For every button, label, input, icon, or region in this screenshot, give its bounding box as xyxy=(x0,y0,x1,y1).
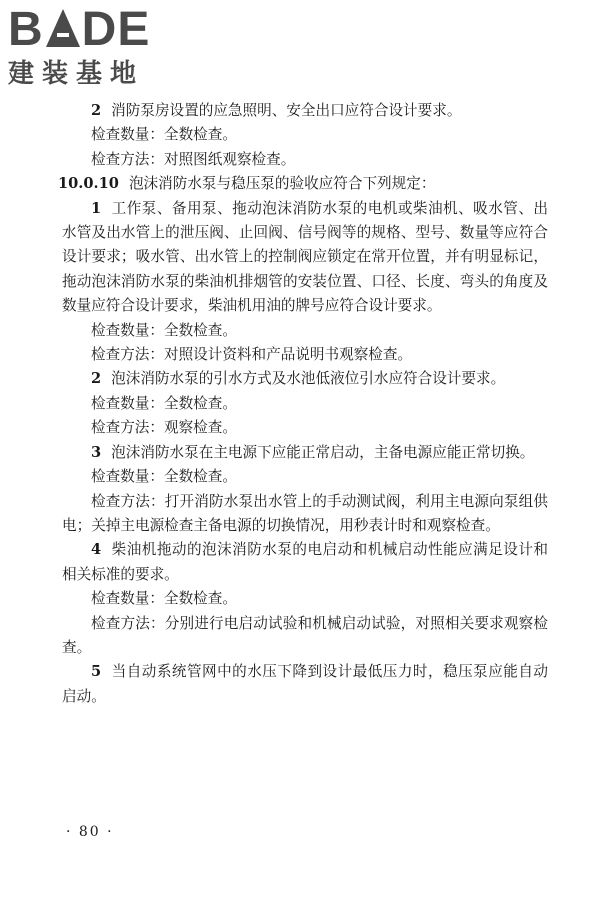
clause-paragraph xyxy=(58,172,548,196)
item-number: 3 xyxy=(91,443,102,461)
item-number: 1 xyxy=(91,199,102,217)
check-quantity: 检查数量：全数检查。 xyxy=(91,590,237,608)
logo-subtitle: 建装基地 xyxy=(8,59,145,89)
item-paragraph xyxy=(62,99,548,123)
item-number: 5 xyxy=(91,663,102,681)
check-method: 检查方法：对照图纸观察检查。 xyxy=(91,150,296,168)
item-paragraph xyxy=(62,538,548,587)
item-text: 当自动系统管网中的水压下降到设计最低压力时，稳压泵应能自动启动。 xyxy=(62,663,548,705)
item-paragraph xyxy=(62,367,548,391)
item-number: 2 xyxy=(91,370,102,388)
item-text: 柴油机拖动的泡沫消防水泵的电启动和机械启动性能应满足设计和相关标准的要求。 xyxy=(62,541,548,583)
item-number: 2 xyxy=(91,102,102,119)
item-paragraph xyxy=(62,441,548,465)
clause-number: 10.0.10 xyxy=(58,175,119,193)
logo-wordmark xyxy=(8,3,151,56)
check-method: 检查方法：打开消防水泵出水管上的手动测试阀，利用主电源向泵组供电；关掉主电源检查主备电源的切换情况，用秒表计时和观察检查。 xyxy=(62,492,548,534)
logo-letter-b: B xyxy=(8,3,44,56)
check-quantity: 检查数量：全数检查。 xyxy=(91,126,237,144)
logo-letters-de: DE xyxy=(81,3,151,56)
item-text: 泡沫消防水泵的引水方式及水池低液位引水应符合设计要求。 xyxy=(111,370,506,388)
check-quantity: 检查数量：全数检查。 xyxy=(91,321,237,339)
clause-text: 泡沫消防水泵与稳压泵的验收应符合下列规定： xyxy=(128,175,436,193)
item-paragraph xyxy=(62,660,548,709)
check-method: 检查方法：观察检查。 xyxy=(91,419,237,437)
item-text: 泡沫消防水泵在主电源下应能正常启动，主备电源应能正常切换。 xyxy=(111,443,535,461)
check-method: 检查方法：对照设计资料和产品说明书观察检查。 xyxy=(91,346,413,364)
check-quantity: 检查数量：全数检查。 xyxy=(91,468,237,486)
check-quantity: 检查数量：全数检查。 xyxy=(91,394,237,412)
item-text: 消防泵房设置的应急照明、安全出口应符合设计要求。 xyxy=(111,102,462,119)
logo-triangle-a-icon xyxy=(46,9,80,47)
document-body xyxy=(58,99,548,709)
bade-logo xyxy=(8,3,176,89)
item-paragraph xyxy=(62,197,548,319)
item-number: 4 xyxy=(91,541,102,559)
page-number: · 80 · xyxy=(66,824,114,840)
item-text: 工作泵、备用泵、拖动泡沫消防水泵的电机或柴油机、吸水管、出水管及出水管上的泄压阀、止回阀、信号阀等的规格、型号、数量等应符合设计要求；吸水管、出水管上的控制阀应锁定在常开位置，并有明显标记，拖动泡沫消防水泵的柴油机排烟管的安装位置、口径、长度、弯头的角度及数量应符合设计要求，柴油机用油的牌号应符合设计要求。 xyxy=(62,199,548,315)
check-method: 检查方法：分别进行电启动试验和机械启动试验，对照相关要求观察检查。 xyxy=(62,614,548,656)
